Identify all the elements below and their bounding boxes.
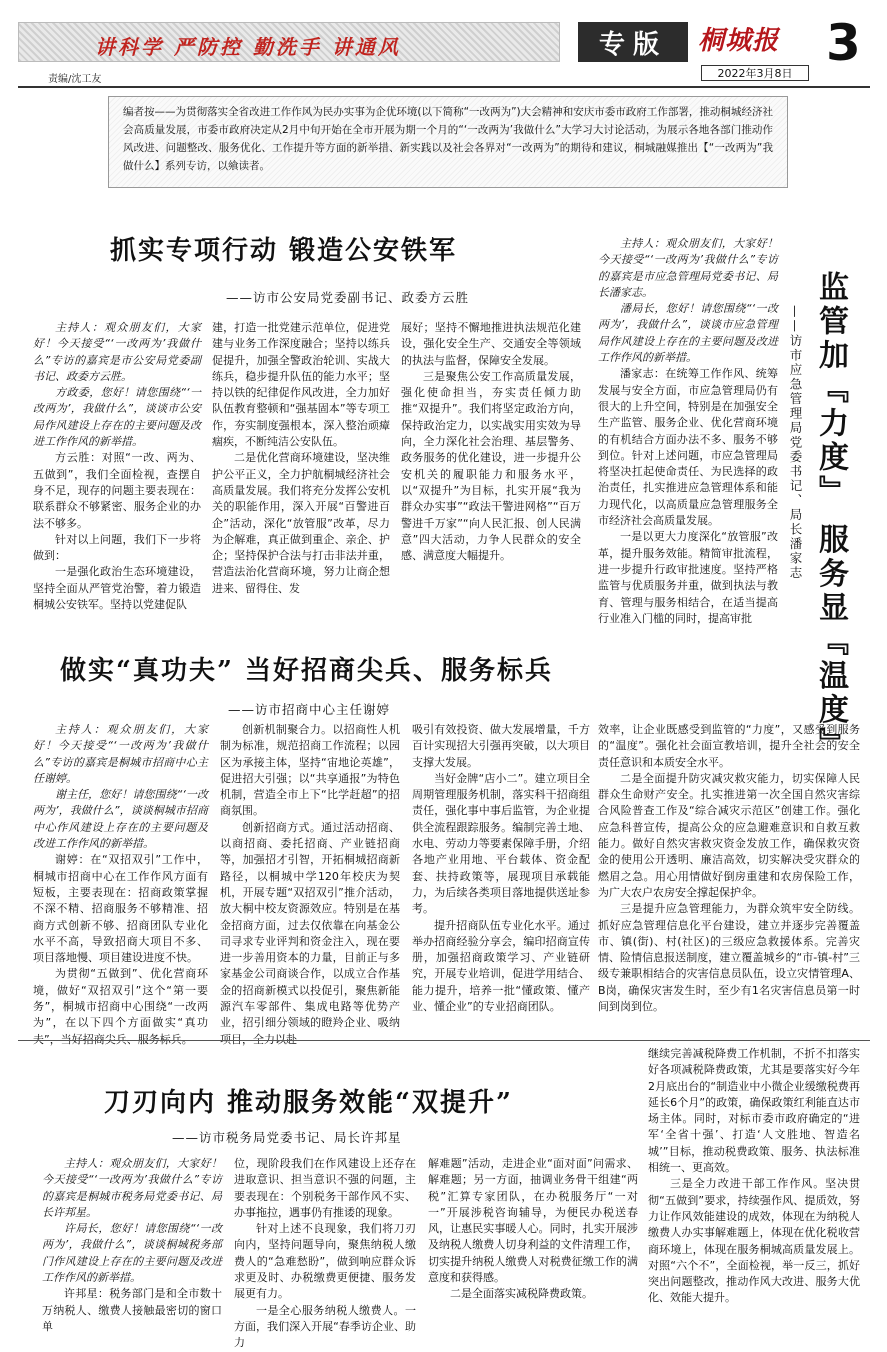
paragraph: 当好金牌“店小二”。建立项目全周期管理服务机制，落实科干招商组责任，强化事中事后监管，为企业提供全流程跟踪服务。编制完善土地、水电、劳动力等要素保障手册，介绍各地产业用地、平台载体、资金配套、扶持政策等，展现项目承载能力，为后续各类项目落地提供送址参考。 — [412, 771, 590, 916]
paragraph: 二是全面提升防灾减灾救灾能力，切实保障人民群众生命财产安全。扎实推进第一次全国自然灾害综合风险普查工作及“综合减灾示范区”创建工作。强化应急科普宣传，提高公众的应急避难意识和自救互救能力。做好自然灾害救灾资金发放工作，确保救灾资金的使用公开透明、廉洁高效，切实解决受灾群众的燃眉之急。用心用情做好倒房重建和农房保险工作，为广大农户农房安全撑起保护伞。 — [598, 771, 860, 899]
article1-subtitle: ——访市公安局党委副书记、政委方云胜 — [226, 290, 470, 305]
article3-col2 — [234, 1156, 416, 1350]
paragraph: 二是优化营商环境建设，坚决维护公平正义，全力护航桐城经济社会高质量发展。我们将充分发挥公安机关的职能作用，深入开展“百警进百企”活动，深化“放管服”改革，尽力为企解难，真正做到重企、亲企、护企；坚持保护合法与打击非法并重，营造法治化营商环境，努力让商企想进来、留得住、发 — [212, 451, 390, 595]
article2-col3 — [412, 722, 590, 1022]
paragraph: 针对上述不良现象，我们将刀刃向内，坚持问题导向，聚焦纳税人缴费人的“急难愁盼”，做到响应群众诉求更及时、办税缴费更便捷、服务发展更有力。 — [234, 1222, 416, 1301]
paragraph: 谢婷：在“双招双引”工作中，桐城市招商中心在工作作风方面有短板，主要表现在：招商政策掌握不深不精、招商服务不够精准、招商方式创新不够、招商团队专业化水平不高，导致招商大项目不多、项目落地慢、项目建设进度不快。 — [33, 853, 208, 965]
section-divider — [18, 1040, 870, 1041]
section-label: 专版 — [578, 22, 688, 62]
article4-title: 监管加『力度』 服务显『温度』 — [813, 271, 848, 762]
paragraph: 三是提升应急管理能力，为群众筑牢安全防线。抓好应急管理信息化平台建设，建立并逐步完善覆盖市、镇(街)、村(社区)的三级应急救援体系。完善灾情、险情信息报送制度，建立覆盖城乡的“市-镇-村”三级专兼职相结合的灾害信息员队伍，设立灾情管理A、B岗，确保灾害发生时，至少有1名灾害信息员第一时间到岗到位。 — [598, 902, 860, 1014]
paragraph: 一是全心服务纳税人缴费人。一方面，我们深入开展“春季访企业、助力 — [234, 1303, 416, 1350]
paragraph: 三是全力改进干部工作作风。坚决贯彻“五做到”要求，持续强作风、提质效，努力让作风效能建设的成效，体现在为纳税人缴费人办实事解难题上，体现在优化税收营商环境上，体现在服务桐城高质量发展上。对照“六个不”，全面检视，举一反三，抓好突出问题整改，推动作风大改进、服务大优化、效能大提升。 — [648, 1177, 860, 1305]
article1-col2 — [212, 320, 390, 618]
article2-subtitle: ——访市招商中心主任谢婷 — [228, 702, 391, 717]
paragraph: 三是聚焦公安工作高质量发展，强化使命担当，夯实责任倾力助推“双提升”。我们将坚定政治方向，保持政治定力，以实战实用实效为导向，全力深化社会治理、基层警务、政务服务的优化建设，进一步提升公安机关的履职能力和服务水平，以“双提升”为目标，扎实开展“我为群众办实事”“政法干警进网格”“百万警进千万家”“向人民汇报、创人民满意”四大活动，力争人民群众的安全感、满意度大幅提升。 — [401, 369, 581, 563]
article4-col-top — [598, 236, 778, 722]
issue-date: 2022年3月8日 — [701, 65, 809, 81]
host-question: 主持人：观众朋友们，大家好！今天接受“‘一改两为’我做什么”专访的嘉宾是桐城市税务局党委书记、局长许邦星。 — [42, 1157, 222, 1219]
paragraph: 针对以上问题，我们下一步将做到： — [33, 532, 201, 563]
page-number: 3 — [826, 14, 861, 72]
paragraph: 吸引有效投资、做大发展增量，千方百计实现招大引强再突破，以大项目支撑大发展。 — [412, 723, 590, 769]
article1-title: 抓实专项行动 锻造公安铁军 — [110, 236, 458, 266]
paragraph: 创新机制聚合力。以招商性人机制为标准，规范招商工作流程；以园区为承接主体，坚持“宙地论英雄”，促进招大引强；以“共享通报”为特色机制，营造全市上下“比学赶超”的招商氛围。 — [220, 723, 400, 818]
article1-col3 — [401, 320, 581, 618]
paragraph: 效率，让企业既感受到监管的“力度”，又感受到服务的“温度”。强化社会面宣教培训，提升全社会的安全责任意识和本质安全水平。 — [598, 723, 860, 769]
paragraph: 二是全面落实减税降费政策。 — [450, 1287, 593, 1301]
article4-subtitle: ——访市应急管理局党委书记、局长潘家志 — [788, 305, 803, 581]
masthead-rule — [18, 86, 870, 88]
paragraph: 位，现阶段我们在作风建设上还存在进取意识、担当意识不强的问题，主要表现在：个别税务干部作风不实、办事拖拉，遇事仍有推诿的现象。 — [234, 1157, 416, 1219]
article3-col1 — [42, 1156, 222, 1333]
article3-col3 — [428, 1156, 638, 1306]
host-question: 方政委，您好！请您围绕“‘一改两为’，我做什么”，谈谈市公安局作风建设上存在的主要问题及改进工作作风的新举措。 — [33, 386, 201, 449]
paragraph: 建，打造一批党建示范单位，促进党建与业务工作深度融合；坚持以练兵促提升，加强全警政治轮训、实战大练兵，稳步提升队伍的能力水平；坚持以铁的纪律促作风改进，全力加好队伍教育整顿和“强基固本”等专项工作，夯实制度强根本，深入整治顽瘴痼疾，不断纯洁公安队伍。 — [212, 321, 390, 449]
paragraph: 一是以更大力度深化“放管服”改革，提升服务效能。精简审批流程，进一步提升行政审批速度。坚持严格监管与优质服务并重，做到执法与教育、管理与服务相结合，在适当提高行业准入门槛的同时，提高审批 — [598, 530, 778, 625]
paragraph: 创新招商方式。通过活动招商、以商招商、委托招商、产业链招商等，加强招才引智，开拓桐城招商新路径，以桐城中学120年校庆为契机，开展专题“双招双引”推介活动，放大桐中校友资源效应。特别是在基金招商方面，过去仅依靠在向基金公司寻求专业评判和资金注入，现在要进一步善用资本的力量，目前正与多家基金公司商谈合作，以成立合作基金的招商新模式以投促引，聚焦新能源汽车零部件、集成电路等优势产业，招引细分领域的瞪羚企业、吸纳项目，全力以赴 — [220, 820, 400, 1046]
slogan-band — [18, 22, 560, 62]
article2-title: 做实“真功夫” 当好招商尖兵、服务标兵 — [60, 656, 553, 686]
paragraph: 为贯彻“五做到”、优化营商环境，做好“双招双引”这个“第一要务”，桐城市招商中心围绕“一改两为”，在以下四个方面做实“真功夫”，当好招商尖兵、服务标兵。 — [33, 967, 208, 1046]
paragraph: 提升招商队伍专业化水平。通过举办招商经验分享会，编印招商宣传册，加强招商政策学习、产业链研究，开展专业培训，促进学用结合、能力提升，培养一批“懂政策、懂产业、懂企业”的专业招商团队。 — [412, 918, 590, 1014]
host-question: 主持人：观众朋友们，大家好！今天接受“‘一改两为’我做什么”专访的嘉宾是市公安局党委副书记、政委方云胜。 — [33, 321, 201, 383]
host-question: 许局长，您好！请您围绕“‘一改两为’，我做什么”，谈谈桐城税务部门作风建设上存在的主要问题及改进工作作风的新举措。 — [42, 1222, 222, 1285]
paragraph: 解难题”活动，走进企业“面对面”问需求、解难题；另一方面，抽调业务骨干组建“两税”汇算专家团队，在办税服务厅“一对一”开展涉税咨询辅导，为便民办税送春风，让惠民实事暖人心。同时，扎实开展涉及纳税人缴费人切身利益的文件清理工作，切实提升纳税人缴费人对税费征缴工作的满意度和获得感。 — [428, 1157, 638, 1285]
article2-col2 — [220, 722, 400, 1046]
article3-subtitle: ——访市税务局党委书记、局长许邦星 — [172, 1130, 402, 1145]
host-question: 主持人：观众朋友们，大家好！今天接受“‘一改两为’我做什么”专访的嘉宾是桐城市招商中心主任谢婷。 — [33, 723, 208, 785]
paragraph: 一是强化政治生态环境建设，坚持全面从严管党治警，着力锻造桐城公安铁军。坚持以党建促队 — [33, 565, 201, 612]
paragraph: 继续完善减税降费工作机制，不折不扣落实好各项减税降费政策，尤其是要落实好今年2月底出台的“制造业中小微企业缓缴税费再延长6个月”的政策，确保政策红利能直达市场主体。同时，对标市委市政府确定的“进军‘全省十强’、打造‘人文胜地、智造名城’”目标，推动税费政策、服务、执法标准相统一、更高效。 — [648, 1047, 860, 1175]
host-question: 谢主任，您好！请您围绕“‘一改两为’，我做什么”，谈谈桐城市招商中心作风建设上存在的主要问题及改进工作作风的新举措。 — [33, 788, 208, 851]
paragraph: 展好；坚持不懈地推进执法规范化建设，强化安全生产、交通安全等领域的执法与监督，保障安全发展。 — [401, 321, 581, 367]
host-question: 主持人：观众朋友们，大家好！今天接受“‘一改两为’我做什么”专访的嘉宾是市应急管理局党委书记、局长潘家志。 — [598, 237, 778, 299]
article2-col1 — [33, 722, 208, 1046]
editor-credit: 责编/沈工友 — [48, 74, 102, 85]
article3-col4 — [648, 1046, 860, 1306]
article3-title: 刀刃向内 推动服务效能“双提升” — [104, 1088, 513, 1118]
paper-logo: 桐城报 — [698, 26, 780, 56]
article1-col1 — [33, 320, 201, 618]
editor-note: 编者按——为贯彻落实全省改进工作作风为民办实事为企优环境(以下简称“一改两为”)大会精神和安庆市委市政府工作部署，推动桐城经济社会高质量发展，市委市政府决定从2月中旬开始在全市开展为期一个月的“‘一改两为’我做什么”大学习大讨论活动，为展示各地各部门推动作风改进、问题整改、服务优化、工作提升等方面的新举措、新实践以及社会各界对“一改两为”的期待和建议，桐城融媒推出【“一改两为”我做什么】系列专访，以飨读者。 — [108, 96, 788, 188]
paragraph: 潘家志：在统筹工作作风、统筹发展与安全方面，市应急管理局仍有很大的上升空间，特别是在加强安全生产监管、服务企业、优化营商环境的有机结合方面办法不多、服务不够到位。针对上述问题，市应急管理局将坚决扛起使命责任、为民选择的政治责任，扎实推进应急管理体系和能力现代化，以高质量应急管理服务全市经济社会高质量发展。 — [598, 367, 778, 528]
paragraph: 方云胜：对照“一改、两为、五做到”，我们全面检视，查摆自身不足，现存的问题主要表现在：联系群众不够紧密、服务企业的办法不够多。 — [33, 451, 201, 530]
paragraph: 许邦星：税务部门是和全市数十万纳税人、缴费人接触最密切的窗口单 — [42, 1287, 222, 1333]
article4-col-bottom — [598, 722, 860, 1028]
slogan: 讲科学 严防控 勤洗手 讲通风 — [95, 35, 401, 59]
host-question: 潘局长，您好！请您围绕“‘一改两为’，我做什么”，谈谈市应急管理局作风建设上存在的主要问题及改进工作作风的新举措。 — [598, 302, 778, 365]
